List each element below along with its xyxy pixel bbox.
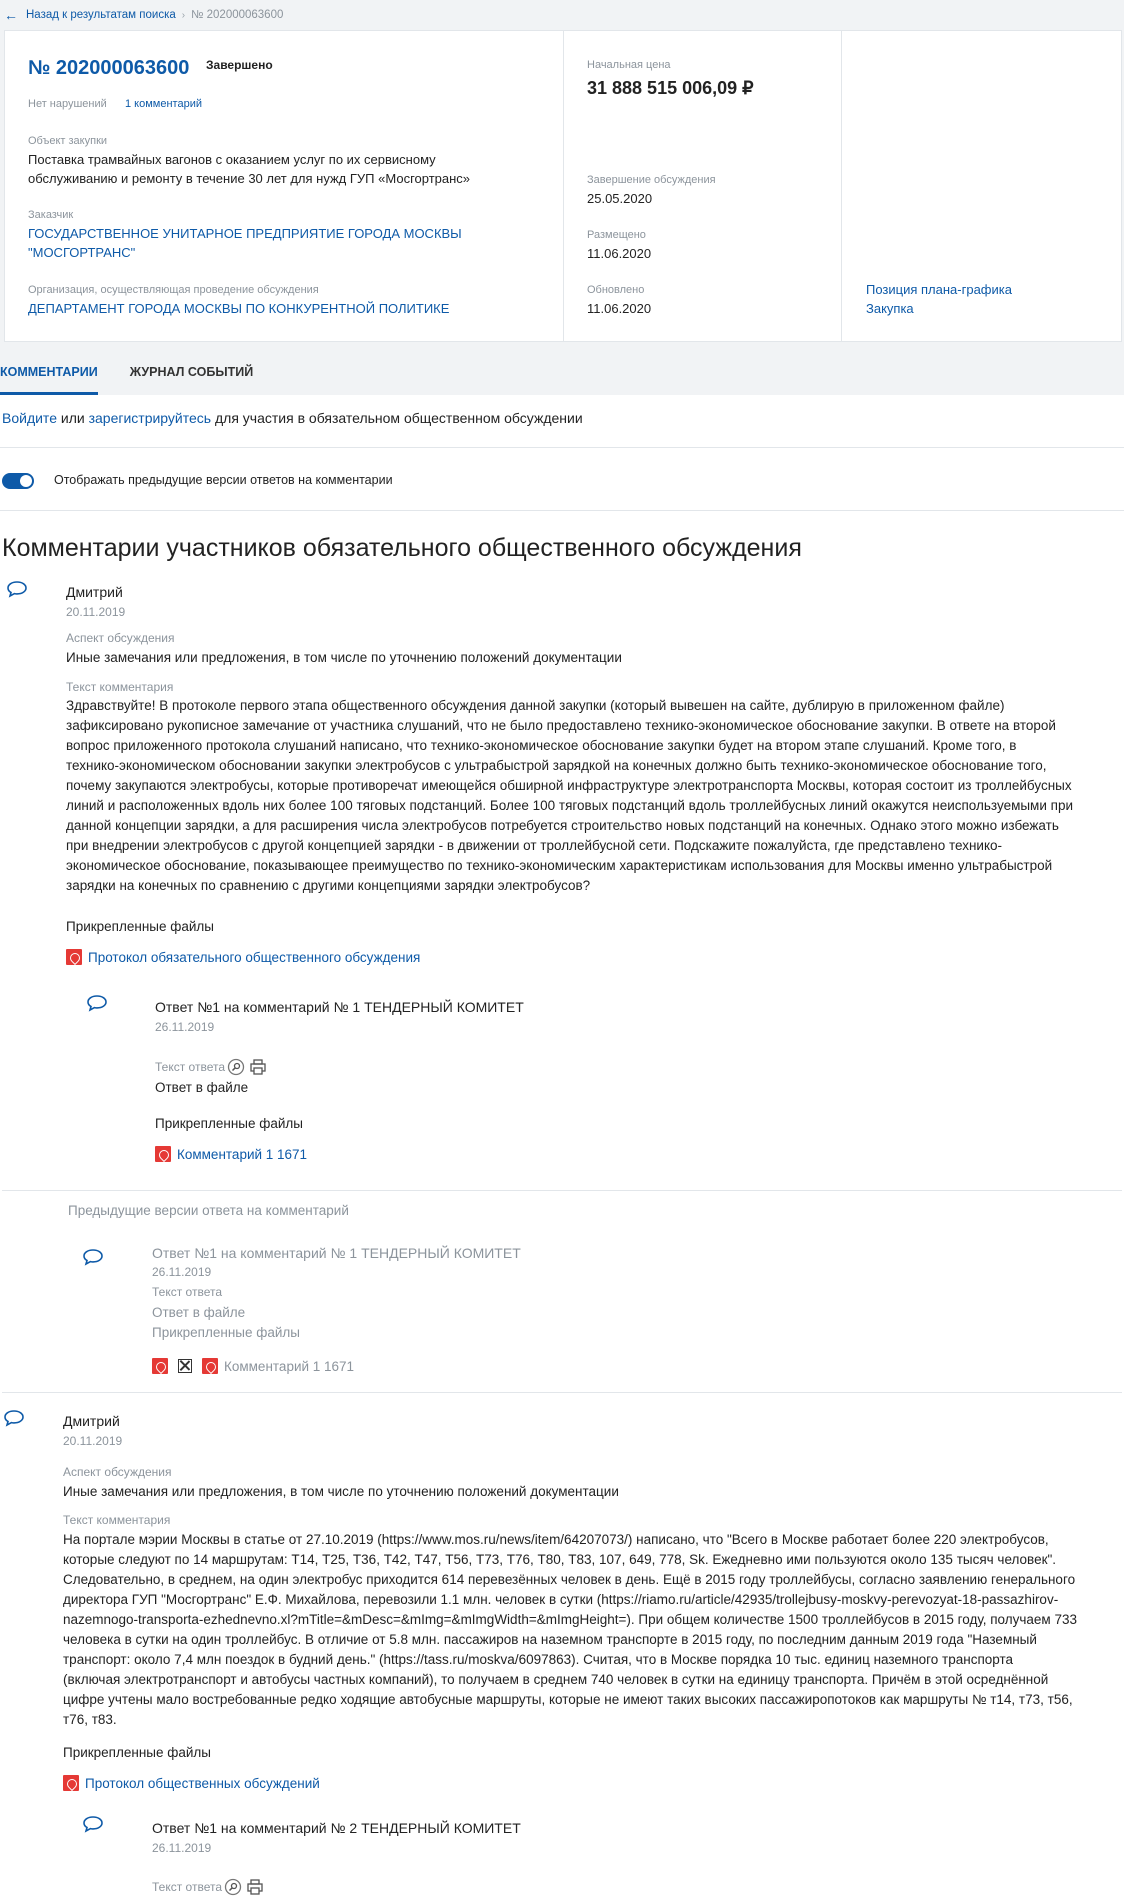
files-label: Прикрепленные файлы bbox=[66, 919, 214, 934]
updated-value: 11.06.2020 bbox=[587, 301, 652, 316]
object-label: Объект закупки bbox=[28, 135, 108, 147]
column-divider bbox=[841, 31, 842, 341]
file-link[interactable]: Комментарий 1 1671 bbox=[177, 1146, 308, 1162]
prev-reply-date: 26.11.2019 bbox=[152, 1265, 212, 1279]
purchase-link[interactable]: Закупка bbox=[866, 301, 914, 316]
comment-date: 20.11.2019 bbox=[66, 605, 126, 619]
tab-bar bbox=[0, 355, 285, 395]
pdf-icon bbox=[66, 949, 82, 965]
speech-bubble-icon bbox=[82, 1815, 104, 1833]
pdf-icon bbox=[202, 1358, 218, 1374]
reply-title: Ответ №1 на комментарий № 1 ТЕНДЕРНЫЙ КОМИТЕТ bbox=[155, 999, 524, 1015]
pdf-icon bbox=[155, 1146, 171, 1162]
reply-text-label-row: Текст ответа bbox=[155, 1058, 267, 1076]
speech-bubble-icon bbox=[6, 580, 28, 598]
comment-text: Здравствуйте! В протоколе первого этапа общественного обсуждения данной закупки (который вывешен на сайте, дублирую в приложенном файле) зафиксировано рукописное замечание от участника слушаний, что не было предоставлено технико-экономическое обоснование закупки. В ответе на второй вопрос приложенного протокола слушаний написано, что технико-экономическое обоснование закупки будет на втором этапе слушаний. Кроме того, в технико-экономическом обосновании закупки электробусов с ультрабыстрой зарядкой на конечных должно быть технико-экономическое обоснование того, почему закупаются электробусы, которые противоречат имеющейся обширной инфраструктуре электротранспорта Москвы, которая состоит из троллейбусных линий и расположенных вдоль них более 100 тяговых подстанций. Более 100 тяговых подстанций вдоль троллейбусных линий окажутся неиспользуемыми при данной концепции зарядки, а для расширения числа электробусов потребуется строительство новых подстанций на конечных. Однако этого можно избежать при внедрении электробусов с другой концепцией зарядки - в движении от троллейбусной сети. Подскажите пожалуйста, где представлено технико- экономическое обоснование, показывающее преимущество по технико-экономическим характеристикам использования для Москвы именно ультрабыстрой зарядки на конечных по сравнению с другими концепциями зарядки электробусов? bbox=[66, 698, 1073, 893]
prev-reply-files-label: Прикрепленные файлы bbox=[152, 1325, 300, 1340]
comment-text-label: Текст комментария bbox=[63, 1513, 171, 1527]
register-link[interactable]: зарегистрируйтесь bbox=[88, 410, 212, 426]
back-to-results-link[interactable]: Назад к результатам поиска bbox=[26, 9, 176, 21]
prev-reply-files[interactable] bbox=[152, 1358, 354, 1374]
reply-text: Ответ в файле bbox=[155, 1080, 249, 1095]
purchase-card bbox=[4, 30, 1122, 342]
object-value: Поставка трамвайных вагонов с оказанием услуг по их сервисному обслуживанию и ремонту в течение 30 лет для нужд ГУП «Мосгортранс» bbox=[28, 152, 471, 186]
broken-image-icon bbox=[178, 1359, 192, 1373]
reply-files-label: Прикрепленные файлы bbox=[155, 1116, 303, 1131]
speech-bubble-icon bbox=[3, 1409, 25, 1427]
prev-versions-label: Предыдущие версии ответа на комментарий bbox=[68, 1203, 349, 1218]
attached-file[interactable] bbox=[66, 948, 420, 965]
printer-icon[interactable] bbox=[246, 1878, 264, 1896]
org-link[interactable]: ДЕПАРТАМЕНТ ГОРОДА МОСКВЫ ПО КОНКУРЕНТНОЙ ПОЛИТИКЕ bbox=[28, 301, 450, 316]
reply-date: 26.11.2019 bbox=[152, 1841, 212, 1855]
reply-attached-file[interactable] bbox=[155, 1145, 307, 1162]
reply-title: Ответ №1 на комментарий № 2 ТЕНДЕРНЫЙ КОМИТЕТ bbox=[152, 1820, 521, 1836]
breadcrumb bbox=[4, 6, 283, 24]
status-badge: Завершено bbox=[206, 58, 273, 72]
files-label: Прикрепленные файлы bbox=[63, 1745, 211, 1760]
toggle-label: Отображать предыдущие версии ответов на комментарии bbox=[54, 473, 393, 487]
aspect-label: Аспект обсуждения bbox=[63, 1465, 172, 1479]
arrow-left-icon[interactable]: ← bbox=[4, 7, 18, 23]
aspect-label: Аспект обсуждения bbox=[66, 631, 175, 645]
tab-event-log[interactable]: ЖУРНАЛ СОБЫТИЙ bbox=[129, 365, 254, 379]
attached-file[interactable] bbox=[63, 1774, 320, 1791]
page-title: Комментарии участников обязательного общественного обсуждения bbox=[2, 534, 802, 562]
placed-label: Размещено bbox=[587, 229, 646, 241]
customer-label: Заказчик bbox=[28, 209, 74, 221]
login-link[interactable]: Войдите bbox=[2, 410, 57, 426]
aspect-value: Иные замечания или предложения, в том числе по уточнению положений документации bbox=[66, 650, 622, 665]
magnifier-icon[interactable] bbox=[227, 1058, 245, 1076]
violations-text: Нет нарушений bbox=[28, 98, 107, 110]
prev-reply-text-label: Текст ответа bbox=[152, 1285, 223, 1299]
placed-value: 11.06.2020 bbox=[587, 246, 652, 261]
updated-label: Обновлено bbox=[587, 284, 645, 296]
comment-text-label: Текст комментария bbox=[66, 680, 174, 694]
printer-icon[interactable] bbox=[249, 1058, 267, 1076]
reply-date: 26.11.2019 bbox=[155, 1020, 215, 1034]
divider bbox=[2, 1392, 1122, 1393]
column-divider bbox=[563, 31, 564, 341]
breadcrumb-current: № 202000063600 bbox=[191, 9, 284, 21]
show-prev-versions-toggle[interactable] bbox=[2, 473, 34, 489]
reply-text-label-row: Текст ответа bbox=[152, 1878, 264, 1896]
file-link[interactable]: Комментарий 1 1671 bbox=[224, 1358, 355, 1374]
comment-author: Дмитрий bbox=[63, 1413, 120, 1429]
comment-text: На портале мэрии Москвы в статье от 27.10.2019 (https://www.mos.ru/news/item/64207073/) написано, что "Всего в Москве работает более 220 электробусов, которые следуют по 14 маршрутам: Т14, Т25, Т36, Т42, Т47, Т56, Т73, Т76, Т80, Т83, 107, 649, 778, Sk. Ежедневно ими пользуются около 135 тысяч человек". Следовательно, в среднем, на один электробус приходится 614 перевезённых человек в день. Ещё в 2015 году троллейбусы, согласно заявлению генерального директора ГУП "Мосгортранс" Е.Ф. Михайлова, перевозили 1.1 млн. человек в сутки (https://riamo.ru/article/42935/trollejbusy-moskvy-perevozyat-18-passazhirov- nazemnogo-transporta-ezhednevno.xl?mTitle=&mDesc=&mImg=&mImgWidth=&mImgHeight=). При общем количестве 1500 троллейбусов в 2015 году, получаем 733 человека в сутки на один троллейбус. В отличие от 5.8 млн. пассажиров на наземном транспорте в 2015 году, по последним данным 2019 года "Наземный транспорт: около 7,4 млн поездок в будний день." (https://tass.ru/moskva/6097863). Считая, что в Москве порядка 10 тыс. единиц наземного транспорта (включая электротранспорт и автобусы частных компаний), то получаем в среднем 740 человек в сутки на единицу транспорта. Причём в этой осреднённой цифре учтены мало востребованные редко ходящие автобусные маршруты, которые не имеют таких высоких пассажиропотоков как маршруты № т14, т73, т56, т76, т83. bbox=[63, 1532, 1077, 1727]
prev-reply-title: Ответ №1 на комментарий № 1 ТЕНДЕРНЫЙ КОМИТЕТ bbox=[152, 1245, 521, 1261]
pdf-icon bbox=[152, 1358, 168, 1374]
divider bbox=[2, 1190, 1122, 1191]
plan-position-link[interactable]: Позиция плана-графика bbox=[866, 282, 1012, 297]
breadcrumb-separator: › bbox=[181, 9, 186, 21]
end-date-value: 25.05.2020 bbox=[587, 191, 653, 206]
comment-date: 20.11.2019 bbox=[63, 1434, 123, 1448]
file-link[interactable]: Протокол обязательного общественного обсуждения bbox=[88, 949, 421, 965]
divider bbox=[0, 447, 1124, 448]
comment-author: Дмитрий bbox=[66, 584, 123, 600]
speech-bubble-icon bbox=[82, 1248, 104, 1266]
org-label: Организация, осуществляющая проведение обсуждения bbox=[28, 284, 319, 296]
tab-comments[interactable]: КОММЕНТАРИИ bbox=[0, 355, 98, 395]
pdf-icon bbox=[63, 1775, 79, 1791]
divider bbox=[0, 510, 1124, 511]
login-prompt: Войдите или зарегистрируйтесь для участия в обязательном общественном обсуждении bbox=[2, 410, 583, 426]
end-date-label: Завершение обсуждения bbox=[587, 174, 716, 186]
magnifier-icon[interactable] bbox=[224, 1878, 242, 1896]
aspect-value: Иные замечания или предложения, в том числе по уточнению положений документации bbox=[63, 1484, 619, 1499]
customer-link[interactable]: ГОСУДАРСТВЕННОЕ УНИТАРНОЕ ПРЕДПРИЯТИЕ ГОРОДА МОСКВЫ "МОСГОРТРАНС" bbox=[28, 226, 462, 260]
speech-bubble-icon bbox=[86, 994, 108, 1012]
comments-count-link[interactable]: 1 комментарий bbox=[125, 98, 202, 110]
file-link[interactable]: Протокол общественных обсуждений bbox=[85, 1775, 320, 1791]
price-value: 31 888 515 006,09 ₽ bbox=[587, 78, 754, 98]
prev-reply-text: Ответ в файле bbox=[152, 1305, 246, 1320]
purchase-number: № 202000063600 bbox=[28, 57, 190, 79]
price-label: Начальная цена bbox=[587, 59, 671, 71]
